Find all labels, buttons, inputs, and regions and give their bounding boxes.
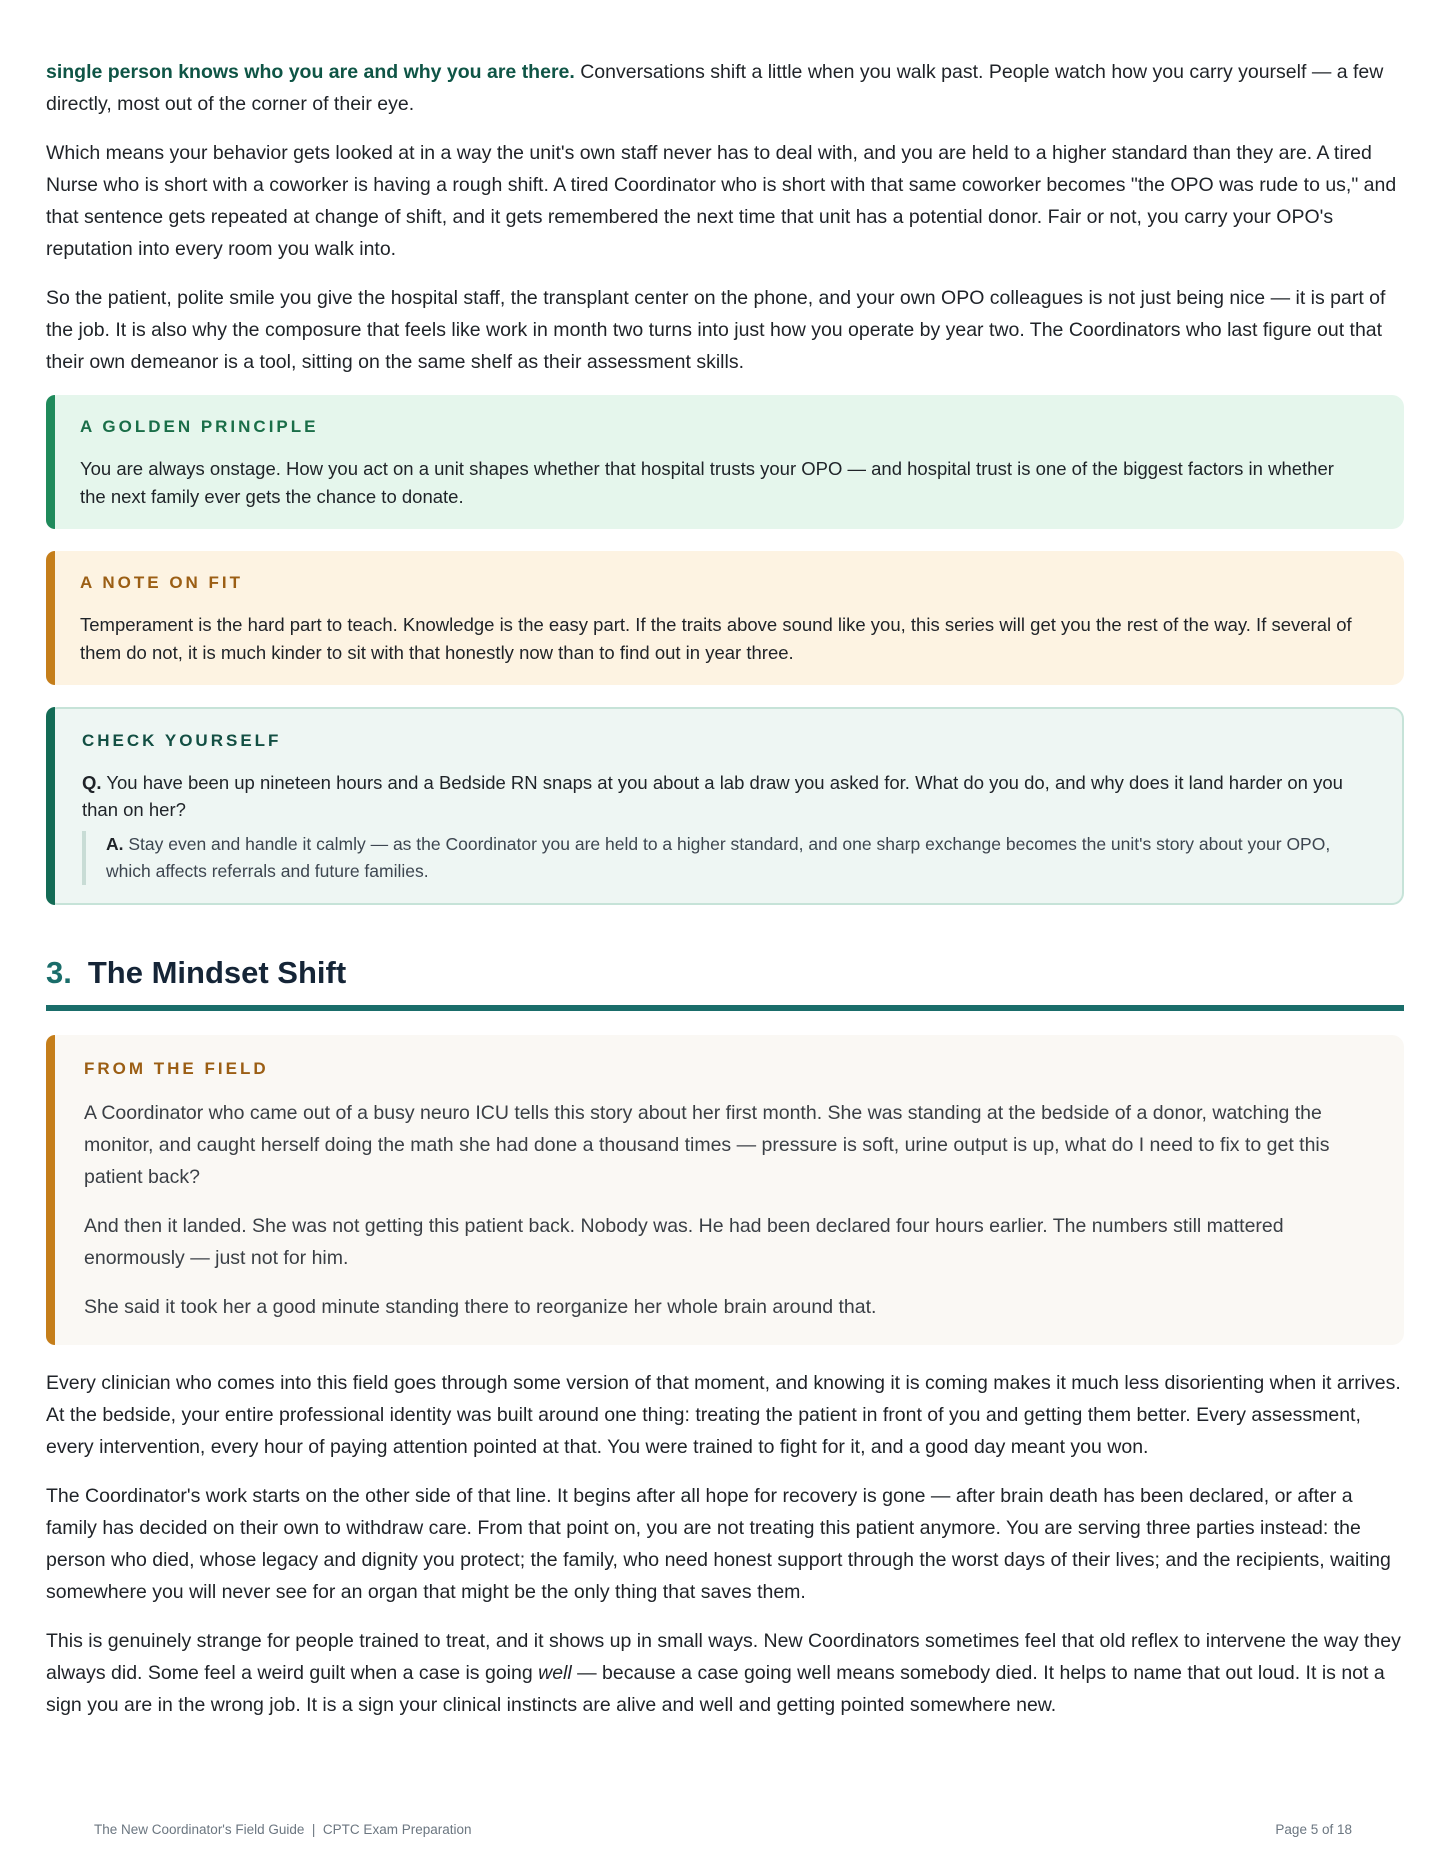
answer-text: Stay even and handle it calmly — as the Coordinator you are held to a higher standard, and one sharp exchange becomes the unit's story about your OPO, which affects referrals and future families. [106,834,1331,881]
question-text: You have been up nineteen hours and a Bedside RN snaps at you about a lab draw you asked for. What do you do, and why does it land harder on you than on her? [82,772,1343,820]
from-the-field-callout [46,1035,1404,1345]
body-paragraph-1: Every clinician who comes into this field goes through some version of that moment, and knowing it is coming makes it much less disorienting when it arrives. At the bedside, your entire professional identity was built around one thing: treating the patient in front of you and getting them better. Every assessment, every intervention, every hour of paying attention pointed at that. You were trained to fight for it, and a good day meant you won. [46,1372,1401,1458]
check-yourself-label: CHECK YOURSELF [82,731,282,750]
field-story-paragraph-2: And then it landed. She was not getting this patient back. Nobody was. He had been declared four hours earlier. The numbers still mattered enormously — just not for him. [84,1215,1284,1269]
from-the-field-label: FROM THE FIELD [84,1059,269,1078]
answer-prefix: A. [106,834,124,854]
field-story-paragraph-1: A Coordinator who came out of a busy neuro ICU tells this story about her first month. She was standing at the bedside of a donor, watching the monitor, and caught herself doing the math she had done a thousand times — pressure is soft, urine output is up, what do I need to fix to get this patient back? [84,1102,1330,1188]
intro-paragraph-3: So the patient, polite smile you give the hospital staff, the transplant center on the phone, and your own OPO colleagues is not just being nice — it is part of the job. It is also why the composure that feels like work in month two turns into just how you operate by year two. The Coordinators who last figure out that their own demeanor is a tool, sitting on the same shelf as their assessment skills. [46,287,1386,373]
section-heading [46,955,1404,1011]
golden-principle-label: A GOLDEN PRINCIPLE [80,417,319,436]
page-footer [94,1822,1352,1837]
intro-lead-rest: Conversations shift a little when you walk past. People watch how you carry yourself — a few directly, most out of the corner of their eye. [46,61,1384,115]
body-p3-end: — because a case going well means somebody died. It helps to name that out loud. It is not a sign you are in the wrong job. It is a sign your clinical instincts are alive and well and getting pointed somewhere new. [46,1662,1385,1716]
page-content [46,56,1404,1738]
check-question [82,769,1374,823]
intro-paragraph-2: Which means your behavior gets looked at in a way the unit's own staff never has to deal with, and you are held to a higher standard than they are. A tired Nurse who is short with a coworker is having a rough shift. A tired Coordinator who is short with that same coworker becomes "the OPO was rude to us," and that sentence gets repeated at change of shift, and it gets remembered the next time that unit has a potential donor. Fair or not, you carry your OPO's reputation into every room you walk into. [46,142,1397,260]
question-prefix: Q. [82,772,102,793]
check-yourself-callout [46,707,1404,905]
section-number: 3. [46,955,72,990]
page-number: Page 5 of 18 [1275,1822,1352,1837]
note-on-fit-label: A NOTE ON FIT [80,573,244,592]
note-on-fit-callout [46,551,1404,685]
body-p3-emphasis: well [538,1662,572,1684]
note-on-fit-text: Temperament is the hard part to teach. Knowledge is the easy part. If the traits above sound like you, this series will get you the rest of the way. If several of them do not, it is much kinder to sit with that honestly now than to find out in year three. [80,614,1352,663]
golden-principle-text: You are always onstage. How you act on a unit shapes whether that hospital trusts your OPO — and hospital trust is one of the biggest factors in whether the next family ever gets the chance to donate. [80,458,1334,507]
intro-paragraph-1 [46,56,1404,120]
check-answer [82,831,1374,885]
body-p3-start: This is genuinely strange for people trained to treat, and it shows up in small ways. New Coordinators sometimes feel that old reflex to intervene the way they always did. Some feel a weird guilt when a case is going [46,1630,1401,1684]
body-paragraph-3 [46,1625,1404,1721]
body-paragraph-2: The Coordinator's work starts on the other side of that line. It begins after all hope for recovery is gone — after brain death has been declared, or after a family has decided on their own to withdraw care. From that point on, you are not treating this patient anymore. You are serving three parties instead: the person who died, whose legacy and dignity you protect; the family, who need honest support through the worst days of their lives; and the recipients, waiting somewhere you will never see for an organ that might be the only thing that saves them. [46,1485,1391,1603]
section-title: The Mindset Shift [87,955,347,990]
footer-title: The New Coordinator's Field Guide | CPTC Exam Preparation [94,1822,472,1837]
golden-principle-callout [46,395,1404,529]
field-story-paragraph-3: She said it took her a good minute standing there to reorganize her whole brain around that. [84,1296,877,1318]
intro-lead-bold: single person knows who you are and why you are there. [46,61,575,83]
